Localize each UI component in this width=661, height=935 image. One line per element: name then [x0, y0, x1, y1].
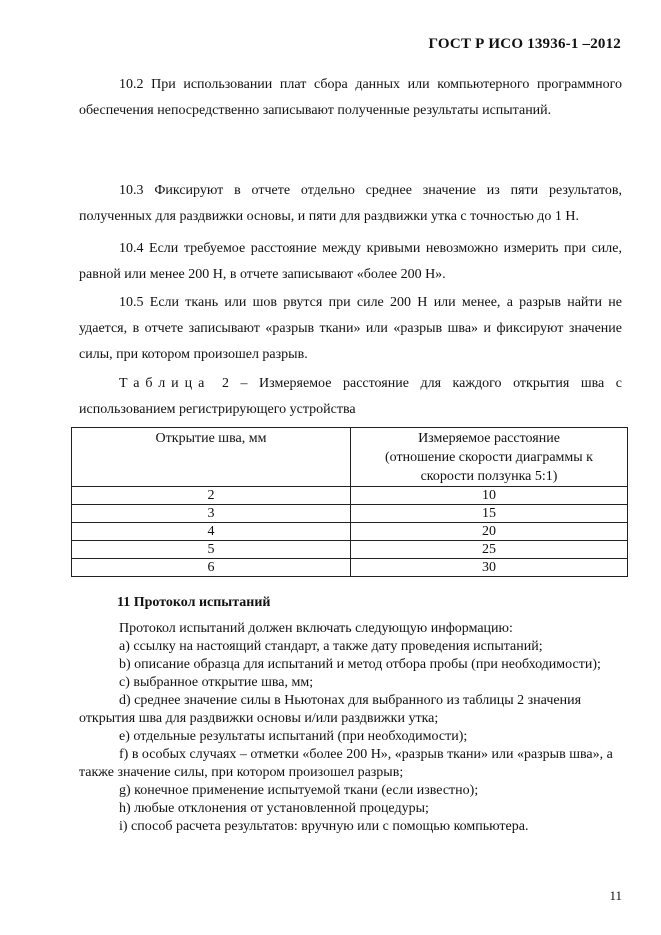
list-item: g) конечное применение испытуемой ткани (если известно);: [119, 783, 479, 798]
data-table: [71, 427, 628, 577]
paragraph-10-3: [79, 178, 622, 230]
cell-distance: 15: [351, 505, 628, 523]
cell-distance: 25: [351, 541, 628, 559]
column-header-distance-line3: скорости ползунка 5:1): [420, 469, 558, 484]
column-header-distance: [351, 428, 628, 487]
cell-opening: 4: [72, 523, 351, 541]
cell-distance: 30: [351, 559, 628, 577]
table-row: [72, 541, 628, 559]
cell-opening: 6: [72, 559, 351, 577]
list-item: i) способ расчета результатов: вручную или с помощью компьютера.: [119, 819, 529, 834]
list-item: f) в особых случаях – отметки «более 200 Н», «разрыв ткани» или «разрыв шва», а также значение силы, при котором произошел разрыв;: [79, 747, 613, 780]
cell-opening: 3: [72, 505, 351, 523]
paragraph-10-2: [79, 72, 622, 124]
table-row: [72, 505, 628, 523]
report-requirements-list: [79, 620, 622, 836]
column-header-distance-line2: (отношение скорости диаграммы к: [385, 450, 593, 465]
table-caption-line1: [119, 373, 622, 395]
cell-distance: 20: [351, 523, 628, 541]
document-code-header: ГОСТ Р ИСО 13936-1 –2012: [428, 36, 621, 52]
list-item: e) отдельные результаты испытаний (при необходимости);: [119, 729, 468, 744]
cell-opening: 2: [72, 487, 351, 505]
list-item: h) любые отклонения от установленной процедуры;: [119, 801, 429, 816]
table-caption-word: Таблица: [119, 376, 211, 391]
table-row: [72, 559, 628, 577]
table-row: [72, 487, 628, 505]
paragraph-text: 10.4 Если требуемое расстояние между кривыми невозможно измерить при силе, равной или менее 200 Н, в отчете записывают «более 200 Н».: [79, 241, 622, 282]
list-item: c) выбранное открытие шва, мм;: [119, 675, 314, 690]
column-header-opening: Открытие шва, мм: [72, 428, 351, 487]
section-title: 11 Протокол испытаний: [117, 595, 271, 610]
paragraph-10-5: [79, 290, 622, 368]
column-header-distance-line1: Измеряемое расстояние: [418, 431, 560, 446]
paragraph-10-4: [79, 236, 622, 288]
paragraph-text: 10.3 Фиксируют в отчете отдельно среднее значение из пяти результатов, полученных для раздвижки основы, и пяти для раздвижки утка с точностью до 1 Н.: [79, 183, 622, 224]
table-row: [72, 523, 628, 541]
page-number: 11: [609, 888, 622, 903]
paragraph-text: 10.2 При использовании плат сбора данных или компьютерного программного обеспечения непосредственно записывают полученные результаты испытаний.: [79, 77, 622, 118]
list-item: a) ссылку на настоящий стандарт, а также дату проведения испытаний;: [119, 639, 543, 654]
list-item: d) среднее значение силы в Ньютонах для выбранного из таблицы 2 значения открытия шва для раздвижки основы и/или раздвижки утка;: [79, 693, 582, 726]
table-header-row: [72, 428, 628, 487]
table-caption-line2: использованием регистрирующего устройства: [79, 402, 356, 417]
cell-opening: 5: [72, 541, 351, 559]
section-intro: Протокол испытаний должен включать следующую информацию:: [119, 621, 513, 636]
list-item: b) описание образца для испытаний и метод отбора пробы (при необходимости);: [119, 657, 601, 672]
paragraph-text: 10.5 Если ткань или шов рвутся при силе 200 Н или менее, а разрыв найти не удается, в отчете записывают «разрыв ткани» или «разрыв шва» и фиксируют значение силы, при котором произошел разрыв.: [79, 295, 622, 362]
cell-distance: 10: [351, 487, 628, 505]
table-caption-text: 2 – Измеряемое расстояние для каждого открытия шва с: [221, 376, 622, 391]
